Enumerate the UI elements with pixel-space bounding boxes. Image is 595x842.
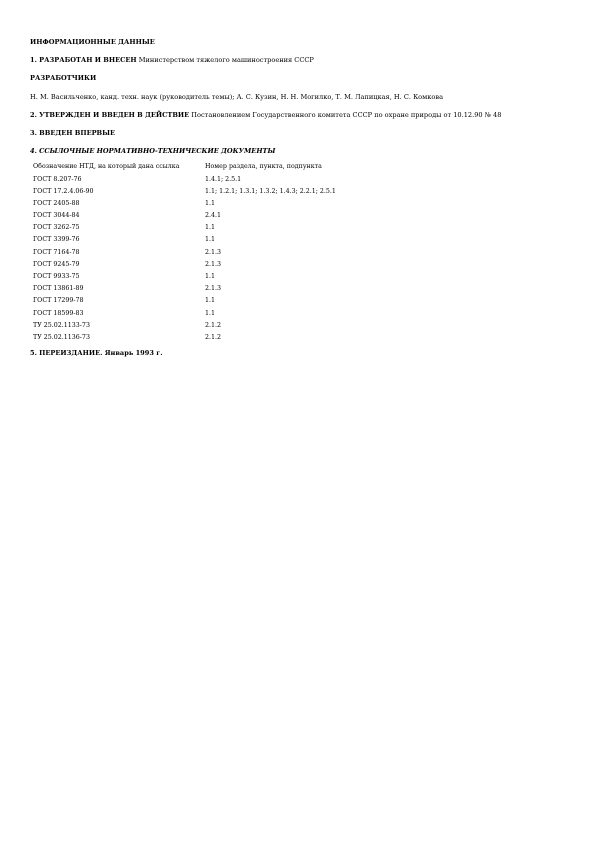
section-4: 4. ССЫЛОЧНЫЕ НОРМАТИВНО-ТЕХНИЧЕСКИЕ ДОКУМЕНТЫ [30, 147, 276, 156]
ref-sections: 2.1.3 [205, 260, 222, 268]
ref-designation: ТУ 25.02.1136-73 [33, 333, 90, 341]
references-header-row [33, 163, 405, 175]
table-row [33, 212, 405, 224]
section-1 [30, 56, 570, 65]
document-page [30, 38, 570, 367]
references-table [33, 163, 405, 346]
ref-designation: ГОСТ 3044-84 [33, 212, 80, 220]
developers-text: Н. М. Васильченко, канд. техн. наук (руководитель темы); А. С. Кузин, Н. Н. Могилко, Т. М. Лапицкая, Н. С. Комкова [30, 92, 444, 101]
table-row [33, 236, 405, 248]
ref-sections: 1.1 [205, 224, 216, 232]
ref-designation: ГОСТ 2405-88 [33, 199, 80, 207]
ref-sections: 1.4.1; 2.5.1 [205, 175, 242, 183]
table-row [33, 297, 405, 309]
ref-designation: ГОСТ 18599-83 [33, 309, 84, 317]
ref-sections: 2.1.3 [205, 248, 222, 256]
ref-sections: 1.1; 1.2.1; 1.3.1; 1.3.2; 1.4.3; 2.2.1; 2.5.1 [205, 187, 336, 195]
ref-sections: 1.1 [205, 309, 216, 317]
developers-title: РАЗРАБОТЧИКИ [30, 74, 97, 83]
table-row [33, 273, 405, 285]
ref-designation: ГОСТ 3262-75 [33, 224, 80, 232]
ref-sections: 1.1 [205, 297, 216, 305]
table-row [33, 322, 405, 334]
table-row [33, 310, 405, 322]
ref-sections: 2.1.2 [205, 333, 222, 341]
ref-sections: 1.1 [205, 273, 216, 280]
header-designation: Обозначение НТД, на который дана ссылка [33, 163, 180, 171]
ref-sections: 1.1 [205, 236, 216, 244]
table-row [33, 334, 405, 346]
table-row [33, 285, 405, 297]
ref-designation: ГОСТ 17.2.4.06-90 [33, 187, 94, 195]
section-1-text: Министерством тяжелого машиностроения СССР [138, 56, 314, 65]
ref-sections: 2.1.2 [205, 321, 222, 329]
table-row [33, 200, 405, 212]
section-1-label: 1. РАЗРАБОТАН И ВНЕСЕН [30, 56, 137, 65]
ref-designation: ГОСТ 17299-78 [33, 297, 84, 305]
section-2-text: Постановлением Государственного комитета СССР по охране природы от 10.12.90 № 48 [191, 110, 502, 119]
ref-sections: 2.4.1 [205, 212, 222, 220]
ref-sections: 1.1 [205, 199, 216, 207]
table-row [33, 249, 405, 261]
table-row [33, 224, 405, 236]
section-5: 5. ПЕРЕИЗДАНИЕ. Январь 1993 г. [30, 349, 163, 358]
section-2 [30, 111, 570, 120]
ref-designation: ГОСТ 3399-76 [33, 236, 80, 244]
ref-designation: ГОСТ 9245-79 [33, 260, 80, 268]
section-2-label: 2. УТВЕРЖДЕН И ВВЕДЕН В ДЕЙСТВИЕ [30, 110, 190, 119]
section-3: 3. ВВЕДЕН ВПЕРВЫЕ [30, 128, 116, 137]
header-section-number: Номер раздела, пункта, подпункта [205, 163, 322, 171]
ref-designation: ГОСТ 7164-78 [33, 248, 80, 256]
ref-designation: ТУ 25.02.1133-73 [33, 321, 90, 329]
table-row [33, 261, 405, 273]
ref-designation: ГОСТ 13861-89 [33, 285, 84, 293]
table-row [33, 188, 405, 200]
ref-designation: ГОСТ 9933-75 [33, 273, 80, 280]
info-title: ИНФОРМАЦИОННЫЕ ДАННЫЕ [30, 38, 155, 46]
ref-sections: 2.1.3 [205, 285, 222, 293]
table-row [33, 176, 405, 188]
ref-designation: ГОСТ 8.207-76 [33, 175, 82, 183]
